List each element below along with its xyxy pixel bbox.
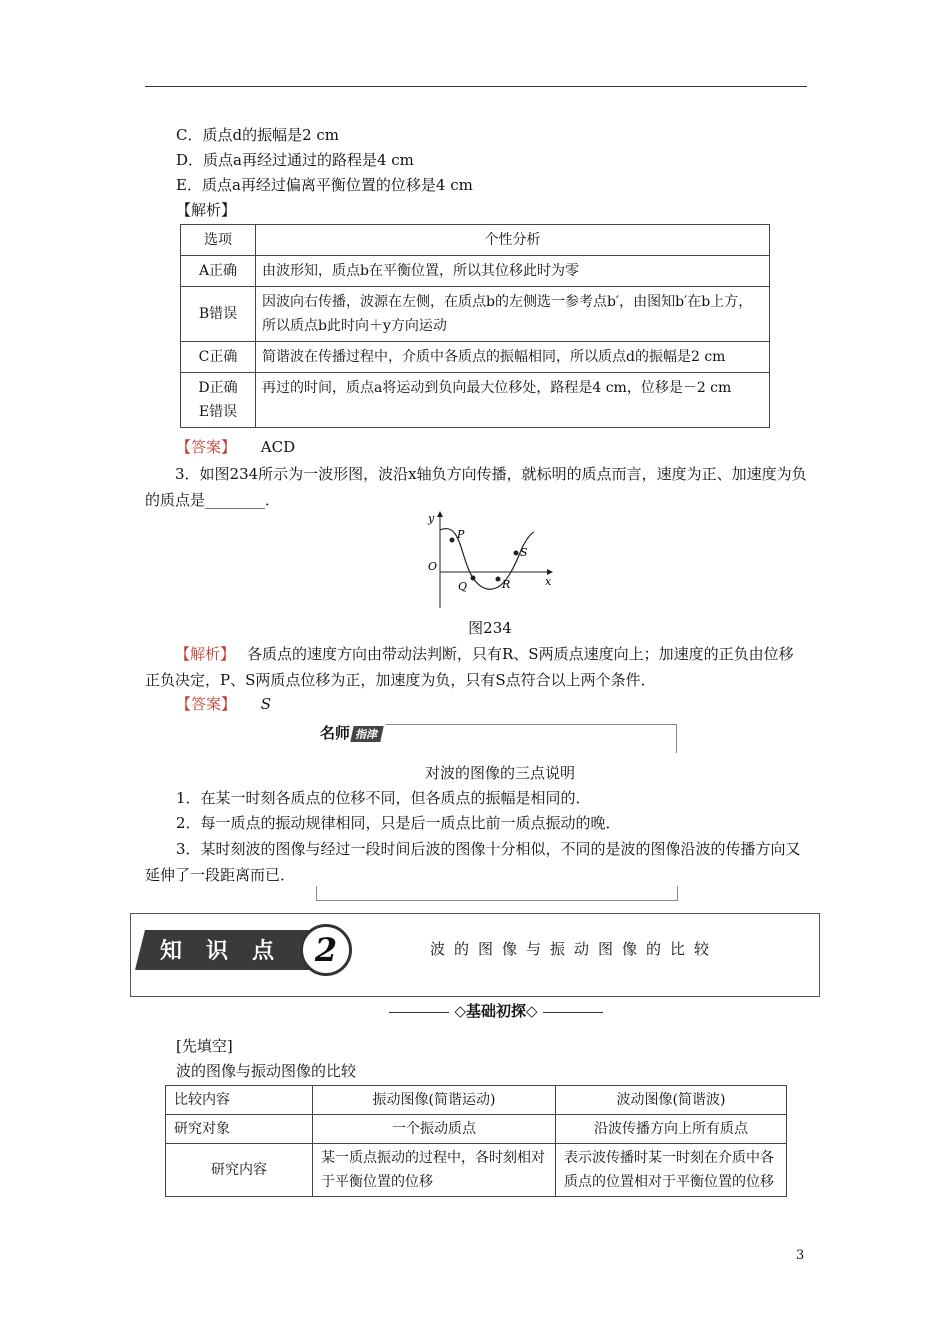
- answer-3: [176, 693, 271, 714]
- point-r: [496, 577, 501, 582]
- analysis-label: 【解析】: [175, 645, 236, 663]
- tip-item: 2．每一质点的振动规律相同，只是后一质点比前一质点振动的晚．: [176, 814, 621, 832]
- tip-title: 对波的图像的三点说明: [424, 764, 575, 782]
- table-row: [181, 287, 770, 342]
- section-title: [366, 1000, 626, 1021]
- table-row: [181, 373, 770, 428]
- table-cell: 简谐波在传播过程中，介质中各质点的振幅相同，所以质点d的振幅是2 cm: [256, 342, 770, 373]
- table-cell: C正确: [181, 342, 256, 373]
- rule-left: [389, 1012, 449, 1013]
- option-e: E．质点a再经过偏离平衡位置的位移是4 cm: [176, 176, 473, 194]
- table-cell: 研究内容: [166, 1144, 313, 1197]
- table-cell: 由波形知，质点b在平衡位置，所以其位移此时为零: [256, 256, 770, 287]
- analysis-text: 各质点的速度方向由带动法判断，只有R、S两质点速度向上；加速度的正负由位移正负决定，P、S两质点位移为正，加速度为负，只有S点符合以上两个条件．: [145, 645, 794, 689]
- tip-box-bottom: [316, 886, 678, 901]
- table-cell: B错误: [181, 287, 256, 342]
- fill-label: [先填空]: [176, 1037, 233, 1055]
- table-cell: 再过的时间，质点a将运动到负向最大位移处，路程是4 cm，位移是－2 cm: [256, 373, 770, 428]
- point-label: S: [520, 546, 528, 559]
- point-s: [514, 551, 519, 556]
- table-header: 振动图像(简谐运动): [313, 1086, 556, 1115]
- table-cell: 一个振动质点: [313, 1115, 556, 1144]
- table-cell: 沿波传播方向上所有质点: [556, 1115, 787, 1144]
- knowledge-point-label: 知识点: [160, 939, 299, 964]
- option-c: C．质点d的振幅是2 cm: [176, 126, 340, 144]
- table-header: 比较内容: [166, 1086, 313, 1115]
- table2-caption: 波的图像与振动图像的比较: [176, 1062, 357, 1080]
- table-header: 波动图像(简谐波): [556, 1086, 787, 1115]
- table-row: [166, 1115, 787, 1144]
- table-cell: 某一质点振动的过程中，各时刻相对于平衡位置的位移: [313, 1144, 556, 1197]
- answer-value: ACD: [260, 438, 296, 456]
- origin-label: O: [428, 560, 438, 573]
- tip-item: 3．某时刻波的图像与经过一段时间后波的图像十分相似，不同的是波的图像沿波的传播方向又延伸了一段距离而已．: [145, 840, 801, 884]
- answer-1: [176, 436, 295, 457]
- y-label: y: [428, 512, 435, 525]
- option-d: D．质点a再经过通过的路程是4 cm: [176, 151, 414, 169]
- tip-tag: 指津: [350, 726, 383, 742]
- comparison-table: [165, 1085, 787, 1197]
- table-header: 选项: [181, 225, 256, 256]
- tip-label-text: 名师: [320, 724, 351, 742]
- page-number: 3: [796, 1248, 805, 1263]
- wave-figure: [420, 508, 560, 610]
- table-row: [181, 256, 770, 287]
- answer-value: S: [260, 695, 272, 713]
- table-cell: 研究对象: [166, 1115, 313, 1144]
- point-label: Q: [458, 580, 468, 593]
- rule-right: [543, 1012, 603, 1013]
- point-q: [471, 576, 476, 581]
- table-cell: A正确: [181, 256, 256, 287]
- tip-label: [316, 722, 386, 743]
- table-cell: D正确 E错误: [181, 373, 256, 428]
- section-title-text: ◇基础初探◇: [454, 1002, 538, 1020]
- header-rule: [145, 86, 807, 87]
- table-cell: 因波向右传播，波源在左侧，在质点b的左侧选一参考点b′，由图知b′在b上方，所以质点b此时向＋y方向运动: [256, 287, 770, 342]
- question-3: 3．如图234所示为一波形图，波沿x轴负方向传播，就标明的质点而言，速度为正、加速度为负的质点是________．: [145, 465, 807, 509]
- knowledge-point-number: 2: [300, 924, 352, 976]
- table-row: [166, 1144, 787, 1197]
- table-header: 个性分析: [256, 225, 770, 256]
- x-label: x: [545, 575, 552, 588]
- analysis-label: 【解析】: [176, 201, 237, 219]
- answer-label: 【答案】: [176, 695, 237, 713]
- table-row: [166, 1086, 787, 1115]
- answer-label: 【答案】: [176, 438, 237, 456]
- table-row: [181, 225, 770, 256]
- analysis-table: [180, 224, 770, 428]
- point-label: R: [502, 578, 511, 591]
- tip-item: 1．在某一时刻各质点的位移不同，但各质点的振幅是相同的．: [176, 789, 591, 807]
- y-arrow: [437, 511, 443, 517]
- point-p: [450, 538, 455, 543]
- figure-caption: 图234: [468, 619, 512, 637]
- knowledge-point-title: 波的图像与振动图像的比较: [430, 940, 719, 958]
- analysis-3: [145, 641, 807, 693]
- table-cell: 表示波传播时某一时刻在介质中各质点的位置相对于平衡位置的位移: [556, 1144, 787, 1197]
- point-label: P: [457, 528, 465, 541]
- table-row: [181, 342, 770, 373]
